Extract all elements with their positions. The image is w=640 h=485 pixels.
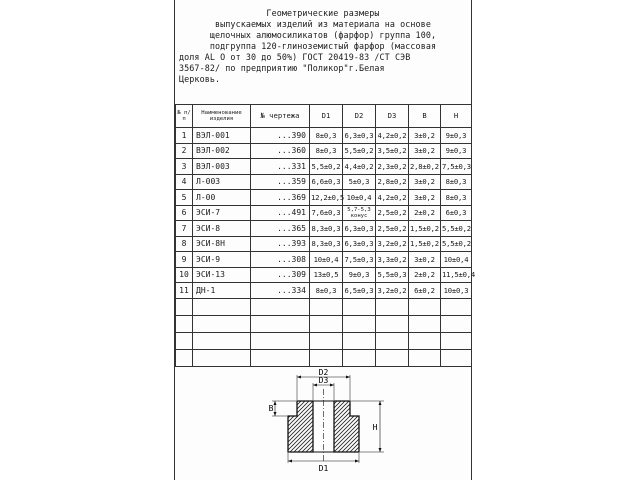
empty-cell xyxy=(441,349,472,366)
cell-d3: 3,3±0,2 xyxy=(376,252,409,268)
empty-cell xyxy=(441,332,472,349)
cell-name: Л-003 xyxy=(193,174,251,190)
cell-h: 5,5±0,2 xyxy=(441,236,472,252)
cell-name: ВЭЛ-003 xyxy=(193,159,251,175)
header-line: Церковь. xyxy=(179,74,221,84)
table-row xyxy=(176,128,472,144)
cell-number: 10 xyxy=(176,267,193,283)
table-row-empty xyxy=(176,332,472,349)
cell-number: 11 xyxy=(176,283,193,299)
cell-d2: 4,4±0,2 xyxy=(343,159,376,175)
cell-drawing: ...369 xyxy=(251,190,310,206)
cell-d1: 8±0,3 xyxy=(310,143,343,159)
cell-d2: 5,7-5,3 конус xyxy=(343,205,376,221)
cell-b: 3±0,2 xyxy=(409,128,441,144)
cell-h: 9±0,3 xyxy=(441,128,472,144)
cell-d3: 4,2±0,2 xyxy=(376,190,409,206)
cell-drawing: ...365 xyxy=(251,221,310,237)
label-d3: D3 xyxy=(318,376,329,385)
empty-cell xyxy=(251,349,310,366)
column-header-drawing: № чертежа xyxy=(251,105,310,128)
cell-b: 3±0,2 xyxy=(409,252,441,268)
cell-d3: 2,5±0,2 xyxy=(376,205,409,221)
cell-d2: 6,3±0,3 xyxy=(343,128,376,144)
table-row xyxy=(176,283,472,299)
cell-d1: 6,6±0,3 xyxy=(310,174,343,190)
cell-number: 3 xyxy=(176,159,193,175)
empty-cell xyxy=(409,332,441,349)
document-header xyxy=(175,8,471,104)
empty-cell xyxy=(441,315,472,332)
table-row xyxy=(176,236,472,252)
cell-number: 5 xyxy=(176,190,193,206)
cell-b: 1,5±0,2 xyxy=(409,236,441,252)
cell-name: Л-00 xyxy=(193,190,251,206)
cell-name: ВЭЛ-002 xyxy=(193,143,251,159)
table-row xyxy=(176,267,472,283)
empty-cell xyxy=(409,298,441,315)
header-line: доля AL O от 30 до 50%) ГОСТ 20419-83 /СТ СЭВ xyxy=(179,52,411,62)
table-row xyxy=(176,190,472,206)
cell-name: ВЭЛ-001 xyxy=(193,128,251,144)
empty-cell xyxy=(376,298,409,315)
cell-d2: 7,5±0,3 xyxy=(343,252,376,268)
cell-d3: 3,2±0,2 xyxy=(376,236,409,252)
empty-cell xyxy=(376,315,409,332)
cell-b: 2,8±0,2 xyxy=(409,159,441,175)
empty-cell xyxy=(343,332,376,349)
column-header-d3: D3 xyxy=(376,105,409,128)
empty-cell xyxy=(251,315,310,332)
cell-d1: 5,5±0,2 xyxy=(310,159,343,175)
cell-d1: 7,6±0,3 xyxy=(310,205,343,221)
cell-number: 9 xyxy=(176,252,193,268)
table-row-empty xyxy=(176,349,472,366)
cell-b: 3±0,2 xyxy=(409,190,441,206)
table-row xyxy=(176,159,472,175)
cell-h: 10±0,3 xyxy=(441,283,472,299)
cell-h: 8±0,3 xyxy=(441,190,472,206)
empty-cell xyxy=(176,298,193,315)
column-header-h: H xyxy=(441,105,472,128)
cell-b: 1,5±0,2 xyxy=(409,221,441,237)
header-line: выпускаемых изделий из материала на основе xyxy=(215,19,431,29)
cell-d1: 10±0,4 xyxy=(310,252,343,268)
cell-name: ЭСИ-8Н xyxy=(193,236,251,252)
cell-h: 10±0,4 xyxy=(441,252,472,268)
cell-number: 7 xyxy=(176,221,193,237)
cell-b: 3±0,2 xyxy=(409,143,441,159)
cell-d1: 8±0,3 xyxy=(310,283,343,299)
cell-d3: 2,5±0,2 xyxy=(376,221,409,237)
table-header-row xyxy=(176,105,472,128)
cell-b: 6±0,2 xyxy=(409,283,441,299)
cell-d3: 3,5±0,2 xyxy=(376,143,409,159)
empty-cell xyxy=(310,332,343,349)
table-row xyxy=(176,252,472,268)
empty-cell xyxy=(193,298,251,315)
cell-h: 11,5±0,4 xyxy=(441,267,472,283)
cell-h: 6±0,3 xyxy=(441,205,472,221)
cell-name: ЭСИ-13 xyxy=(193,267,251,283)
cell-drawing: ...491 xyxy=(251,205,310,221)
cell-d2: 10±0,4 xyxy=(343,190,376,206)
cell-drawing: ...390 xyxy=(251,128,310,144)
empty-cell xyxy=(409,349,441,366)
section-left xyxy=(288,401,313,452)
cell-d1: 13±0,5 xyxy=(310,267,343,283)
table-row-empty xyxy=(176,298,472,315)
empty-cell xyxy=(343,315,376,332)
empty-cell xyxy=(310,349,343,366)
table-row-empty xyxy=(176,315,472,332)
cell-d3: 3,2±0,2 xyxy=(376,283,409,299)
cell-d1: 8±0,3 xyxy=(310,128,343,144)
empty-cell xyxy=(193,332,251,349)
cell-name: ЭСИ-8 xyxy=(193,221,251,237)
column-header-number: № п/п xyxy=(176,105,193,128)
cell-d2: 6,3±0,3 xyxy=(343,236,376,252)
cell-d3: 2,8±0,2 xyxy=(376,174,409,190)
label-d2: D2 xyxy=(318,368,329,377)
cell-drawing: ...308 xyxy=(251,252,310,268)
cell-d3: 4,2±0,2 xyxy=(376,128,409,144)
empty-cell xyxy=(193,315,251,332)
cell-b: 2±0,2 xyxy=(409,205,441,221)
cell-b: 3±0,2 xyxy=(409,174,441,190)
document-sheet xyxy=(174,0,476,480)
cell-name: ЭСИ-7 xyxy=(193,205,251,221)
section-right xyxy=(334,401,359,452)
cell-h: 5,5±0,2 xyxy=(441,221,472,237)
empty-cell xyxy=(441,298,472,315)
label-h: H xyxy=(372,423,378,432)
cell-number: 1 xyxy=(176,128,193,144)
empty-cell xyxy=(343,298,376,315)
empty-cell xyxy=(376,332,409,349)
label-d1: D1 xyxy=(318,464,329,473)
column-header-d1: D1 xyxy=(310,105,343,128)
empty-cell xyxy=(409,315,441,332)
cell-drawing: ...331 xyxy=(251,159,310,175)
column-header-d2: D2 xyxy=(343,105,376,128)
table-row xyxy=(176,205,472,221)
cell-number: 6 xyxy=(176,205,193,221)
part-drawing xyxy=(175,366,471,481)
empty-cell xyxy=(310,315,343,332)
cell-d2: 5±0,3 xyxy=(343,174,376,190)
cell-d2: 9±0,3 xyxy=(343,267,376,283)
cell-d3: 5,5±0,3 xyxy=(376,267,409,283)
header-line: щелочных алюмосиликатов (фарфор) группа 100, xyxy=(209,30,437,40)
empty-cell xyxy=(176,315,193,332)
cell-d2: 6,3±0,3 xyxy=(343,221,376,237)
empty-cell xyxy=(193,349,251,366)
empty-cell xyxy=(343,349,376,366)
empty-cell xyxy=(376,349,409,366)
cell-d2: 6,5±0,3 xyxy=(343,283,376,299)
cell-d2: 5,5±0,2 xyxy=(343,143,376,159)
cell-d1: 8,3±0,3 xyxy=(310,221,343,237)
table-body xyxy=(176,128,476,367)
cell-name: ЭСИ-9 xyxy=(193,252,251,268)
empty-cell xyxy=(176,349,193,366)
cell-h: 8±0,3 xyxy=(441,174,472,190)
table-row xyxy=(176,174,472,190)
cell-number: 2 xyxy=(176,143,193,159)
cell-drawing: ...309 xyxy=(251,267,310,283)
label-b: B xyxy=(268,404,274,413)
header-line: подгруппа 120-глиноземистый фарфор (массовая xyxy=(209,41,437,51)
cell-drawing: ...334 xyxy=(251,283,310,299)
cell-h: 7,5±0,3 xyxy=(441,159,472,175)
cell-b: 2±0,2 xyxy=(409,267,441,283)
empty-cell xyxy=(251,332,310,349)
empty-cell xyxy=(251,298,310,315)
cell-h: 9±0,3 xyxy=(441,143,472,159)
table-row xyxy=(176,221,472,237)
dimensions-table xyxy=(175,104,476,367)
column-header-name: Наименование изделия xyxy=(193,105,251,128)
table-row xyxy=(176,143,472,159)
empty-cell xyxy=(176,332,193,349)
cell-number: 4 xyxy=(176,174,193,190)
column-header-b: B xyxy=(409,105,441,128)
cell-drawing: ...359 xyxy=(251,174,310,190)
cell-name: ДН-1 xyxy=(193,283,251,299)
header-line: 3567-82/ по предприятию "Поликор"г.Белая xyxy=(179,63,385,73)
cell-number: 8 xyxy=(176,236,193,252)
cell-d1: 8,3±0,3 xyxy=(310,236,343,252)
cell-d1: 12,2±0,5 xyxy=(310,190,343,206)
cell-drawing: ...393 xyxy=(251,236,310,252)
part-drawing-svg xyxy=(175,367,471,481)
header-title: Геометрические размеры xyxy=(266,8,380,18)
cell-drawing: ...360 xyxy=(251,143,310,159)
cell-d3: 2,3±0,2 xyxy=(376,159,409,175)
empty-cell xyxy=(310,298,343,315)
